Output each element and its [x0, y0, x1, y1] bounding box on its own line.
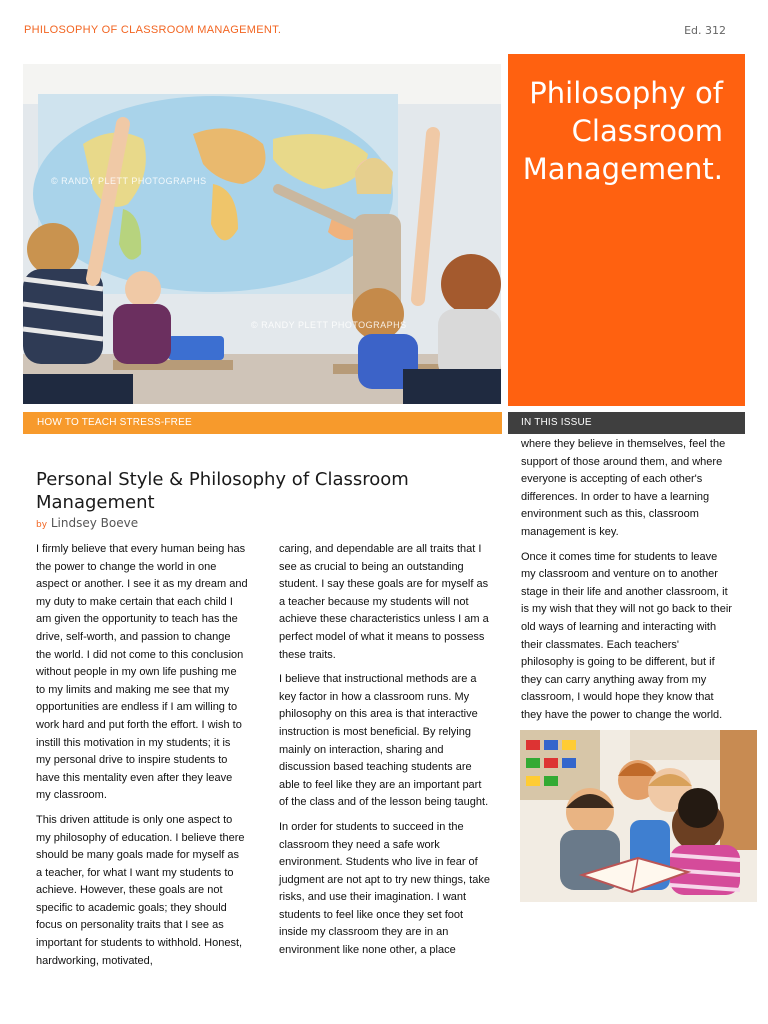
in-this-issue-label: IN THIS ISSUE [521, 417, 592, 428]
section-label: HOW TO TEACH STRESS-FREE [37, 417, 192, 428]
paragraph: caring, and dependable are all traits that I see as crucial to being an outstanding student. I say these goals are for myself as a teacher because my students will not achieve these characteristics unless I am a perfect model of what it means to possess these traits. [279, 543, 489, 661]
paragraph: In order for students to succeed in the classroom they need a safe work environment. Students who live in fear of judgment are not apt to try new things, take risks, and use their imagination. I want students to feel like once they set foot inside my classroom they are in an environment like none other, a place [279, 820, 490, 957]
section-bar-right [508, 412, 745, 434]
title-panel [508, 54, 745, 406]
paragraph: Once it comes time for students to leave my classroom and venture on to another stage in their life and another classroom, it is my wish that they will not go back to their old ways of learning and interacting with their classmates. Each teachers' philosophy is going to be different, but if they can carry anything away from my classroom, I would hope they know that they have the power to change the world. [521, 550, 732, 721]
byline-prefix: by [36, 520, 48, 530]
paragraph: I believe that instructional methods are a key factor in how a classroom runs. My philosophy on this area is that interactive instruction is most beneficial. By relying mainly on interaction, sharing and discussion based teaching students are able to feel like they are an important part of the class and of the lesson being taught. [279, 673, 489, 809]
classroom-hero-image [23, 64, 501, 404]
paragraph: This driven attitude is only one aspect to my philosophy of education. I believe there should be many goals made for myself as a teacher, for what I want my students to achieve. However, these goals are not specific to academic goals; they should focus on personality traits that I see as important for students to withhold. Honest, hardworking, motivated, [36, 813, 245, 967]
section-bar-left [23, 412, 502, 434]
edition-number: Ed. 312 [684, 24, 726, 37]
author-name: Lindsey Boeve [50, 516, 139, 530]
article-column-1 [36, 541, 248, 977]
photo-watermark: © RANDY PLETT PHOTOGRAPHS [51, 176, 207, 186]
paragraph: where they believe in themselves, feel the support of those around them, and where everyone is accepting of each other's differences. In order to have a learning environment such as this, classroom management is key. [521, 438, 726, 538]
page-title: Philosophy of Classroom Management. [522, 76, 723, 186]
newsletter-title: PHILOSOPHY OF CLASSROOM MANAGEMENT. [24, 24, 282, 36]
article-column-2 [279, 541, 491, 967]
children-reading-image [520, 730, 757, 902]
byline [36, 516, 138, 530]
article-column-3 [521, 436, 733, 732]
paragraph: I firmly believe that every human being has the power to change the world in one aspect or another. I see it as my dream and my duty to make certain that each child I am given the opportunity to teach has the drive, self-worth, and passion to change the world. I did not come to this conclusion without people in my own life pushing me to my limits and making me see that my opportunities are endless if I am willing to work hard and put forth the effort. I wish to instill this motivation in my students; it is my personal drive to inspire students to have this mentality even after they leave my classroom. [36, 543, 248, 802]
photo-watermark: © RANDY PLETT PHOTOGRAPHS [251, 320, 407, 330]
article-title: Personal Style & Philosophy of Classroom Management [36, 469, 409, 513]
